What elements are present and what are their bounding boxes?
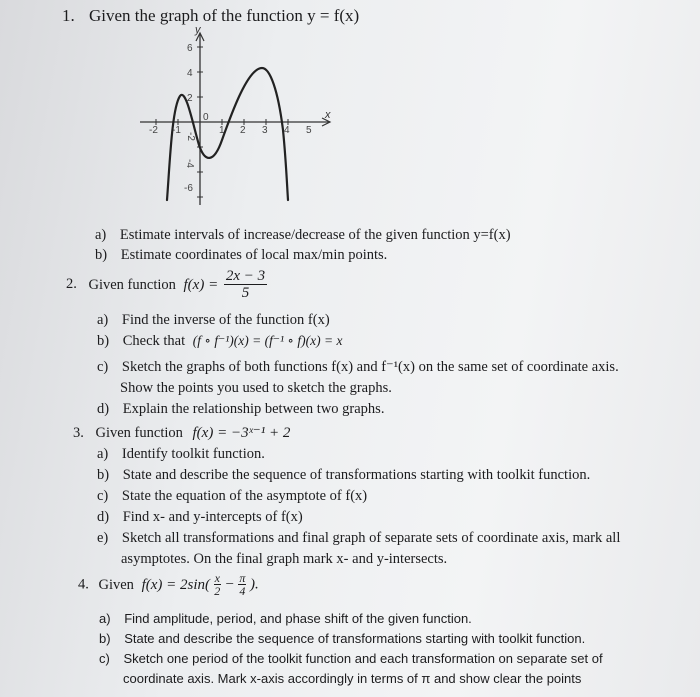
q3-func: f(x) = −3ˣ⁻¹ + 2	[192, 425, 291, 441]
item-label: a)	[97, 446, 109, 462]
item-text: State and describe the sequence of transformations starting with toolkit function.	[124, 631, 586, 646]
item-text: Sketch one period of the toolkit function and each transformation on separate set of	[123, 651, 603, 666]
q4-text: Given	[98, 576, 134, 593]
item-label: d)	[97, 401, 110, 417]
y-tick-label: -2	[185, 132, 196, 141]
item-text: Sketch all transformations and final graph of separate sets of coordinate axis, mark all	[121, 530, 621, 546]
item-text: asymptotes. On the final graph mark x- and y-intersects.	[121, 551, 448, 567]
q2-func-denominator: 5	[241, 285, 250, 301]
y-tick-label: 4	[187, 68, 193, 79]
item-label: c)	[97, 488, 109, 504]
q3-item-b	[97, 467, 590, 484]
x-tick-label: 5	[306, 125, 312, 136]
q3-number: 3.	[73, 425, 84, 441]
q1-item-b	[95, 247, 387, 264]
q1-item-a	[95, 227, 511, 244]
q4-fraction-pi-over-4	[238, 572, 246, 597]
item-label: a)	[95, 227, 107, 243]
q3-item-e	[97, 530, 620, 547]
item-label: e)	[97, 530, 109, 546]
item-text: Find the inverse of the function f(x)	[121, 312, 330, 328]
y-tick-label: 2	[187, 93, 193, 104]
q4-item-c-line2	[123, 671, 581, 686]
item-text: Estimate coordinates of local max/min points.	[120, 247, 388, 263]
q4-fraction-x-over-2	[214, 572, 221, 597]
y-tick-label: 6	[187, 43, 193, 54]
item-text: Estimate intervals of increase/decrease of the given function y=f(x)	[119, 227, 511, 243]
x-tick-label: 4	[284, 125, 290, 136]
q2-item-b	[97, 333, 343, 350]
item-text: State and describe the sequence of transformations starting with toolkit function.	[122, 467, 591, 483]
q2-func-numerator: 2x − 3	[225, 268, 266, 284]
function-graph	[130, 22, 350, 210]
q2-item-d	[97, 401, 384, 418]
q1-text: Given the graph of the function y = f(x)	[89, 6, 360, 25]
q3-item-a	[97, 446, 265, 463]
q3-text: Given function	[95, 425, 183, 441]
fraction-denominator: 4	[239, 584, 246, 598]
q3-item-e-line2	[121, 551, 447, 568]
q2-item-c-line2	[120, 380, 392, 397]
item-label: b)	[99, 631, 111, 646]
item-text: Explain the relationship between two graphs.	[122, 401, 385, 417]
item-label: b)	[95, 247, 108, 263]
q2-text: Given function	[88, 276, 176, 293]
q4-minus: −	[224, 576, 235, 593]
q2-number: 2.	[66, 275, 77, 292]
q4-heading	[78, 572, 259, 597]
x-tick-label: 1	[219, 125, 225, 136]
fraction-numerator: π	[239, 571, 246, 585]
x-tick-label: 3	[262, 125, 268, 136]
y-tick-label: -6	[184, 183, 193, 194]
x-axis-label: x	[325, 109, 331, 121]
q1-number: 1.	[62, 6, 75, 25]
q2-item-c	[97, 359, 619, 376]
item-text: Identify toolkit function.	[121, 446, 265, 462]
x-tick-label: 2	[240, 125, 246, 136]
q2-heading	[66, 268, 269, 301]
q3-heading	[73, 423, 290, 442]
y-tick-label: -4	[184, 159, 195, 168]
q4-func-lhs: f(x) = 2sin(	[141, 576, 210, 593]
q4-number: 4.	[78, 576, 89, 593]
item-text: coordinate axis. Mark x-axis accordingly in terms of π and show clear the points	[123, 671, 582, 686]
q4-item-b	[99, 631, 585, 646]
q3-item-d	[97, 509, 303, 526]
item-text: Show the points you used to sketch the graphs.	[120, 380, 392, 396]
q2-func-lhs: f(x) =	[183, 276, 219, 293]
q2-func-fraction	[224, 268, 267, 301]
fraction-denominator: 2	[214, 584, 221, 598]
q4-func-rhs: ).	[249, 576, 259, 593]
item-label: b)	[97, 467, 110, 483]
fraction-numerator: x	[214, 571, 220, 585]
item-text: Find x- and y-intercepts of f(x)	[122, 509, 303, 525]
x-tick-label: -1	[172, 125, 181, 136]
item-text: Check that	[122, 333, 186, 349]
item-label: b)	[97, 333, 110, 349]
item-label: a)	[97, 312, 109, 328]
x-tick-label: 0	[203, 112, 209, 123]
q2-item-a	[97, 312, 330, 329]
item-text: Find amplitude, period, and phase shift of the given function.	[124, 611, 472, 626]
item-text: State the equation of the asymptote of f(x)	[121, 488, 368, 504]
q3-item-c	[97, 488, 367, 505]
x-tick-label: -2	[149, 125, 158, 136]
item-label: d)	[97, 509, 110, 525]
item-label: c)	[99, 651, 110, 666]
y-axis-label: y	[195, 24, 201, 36]
item-label: a)	[99, 611, 111, 626]
item-label: c)	[97, 359, 109, 375]
item-text: Sketch the graphs of both functions f(x) and f⁻¹(x) on the same set of coordinate axis.	[121, 359, 619, 375]
q4-item-c	[99, 651, 603, 666]
item-math: (f ∘ f⁻¹)(x) = (f⁻¹ ∘ f)(x) = x	[192, 333, 343, 348]
q4-item-a	[99, 611, 472, 626]
